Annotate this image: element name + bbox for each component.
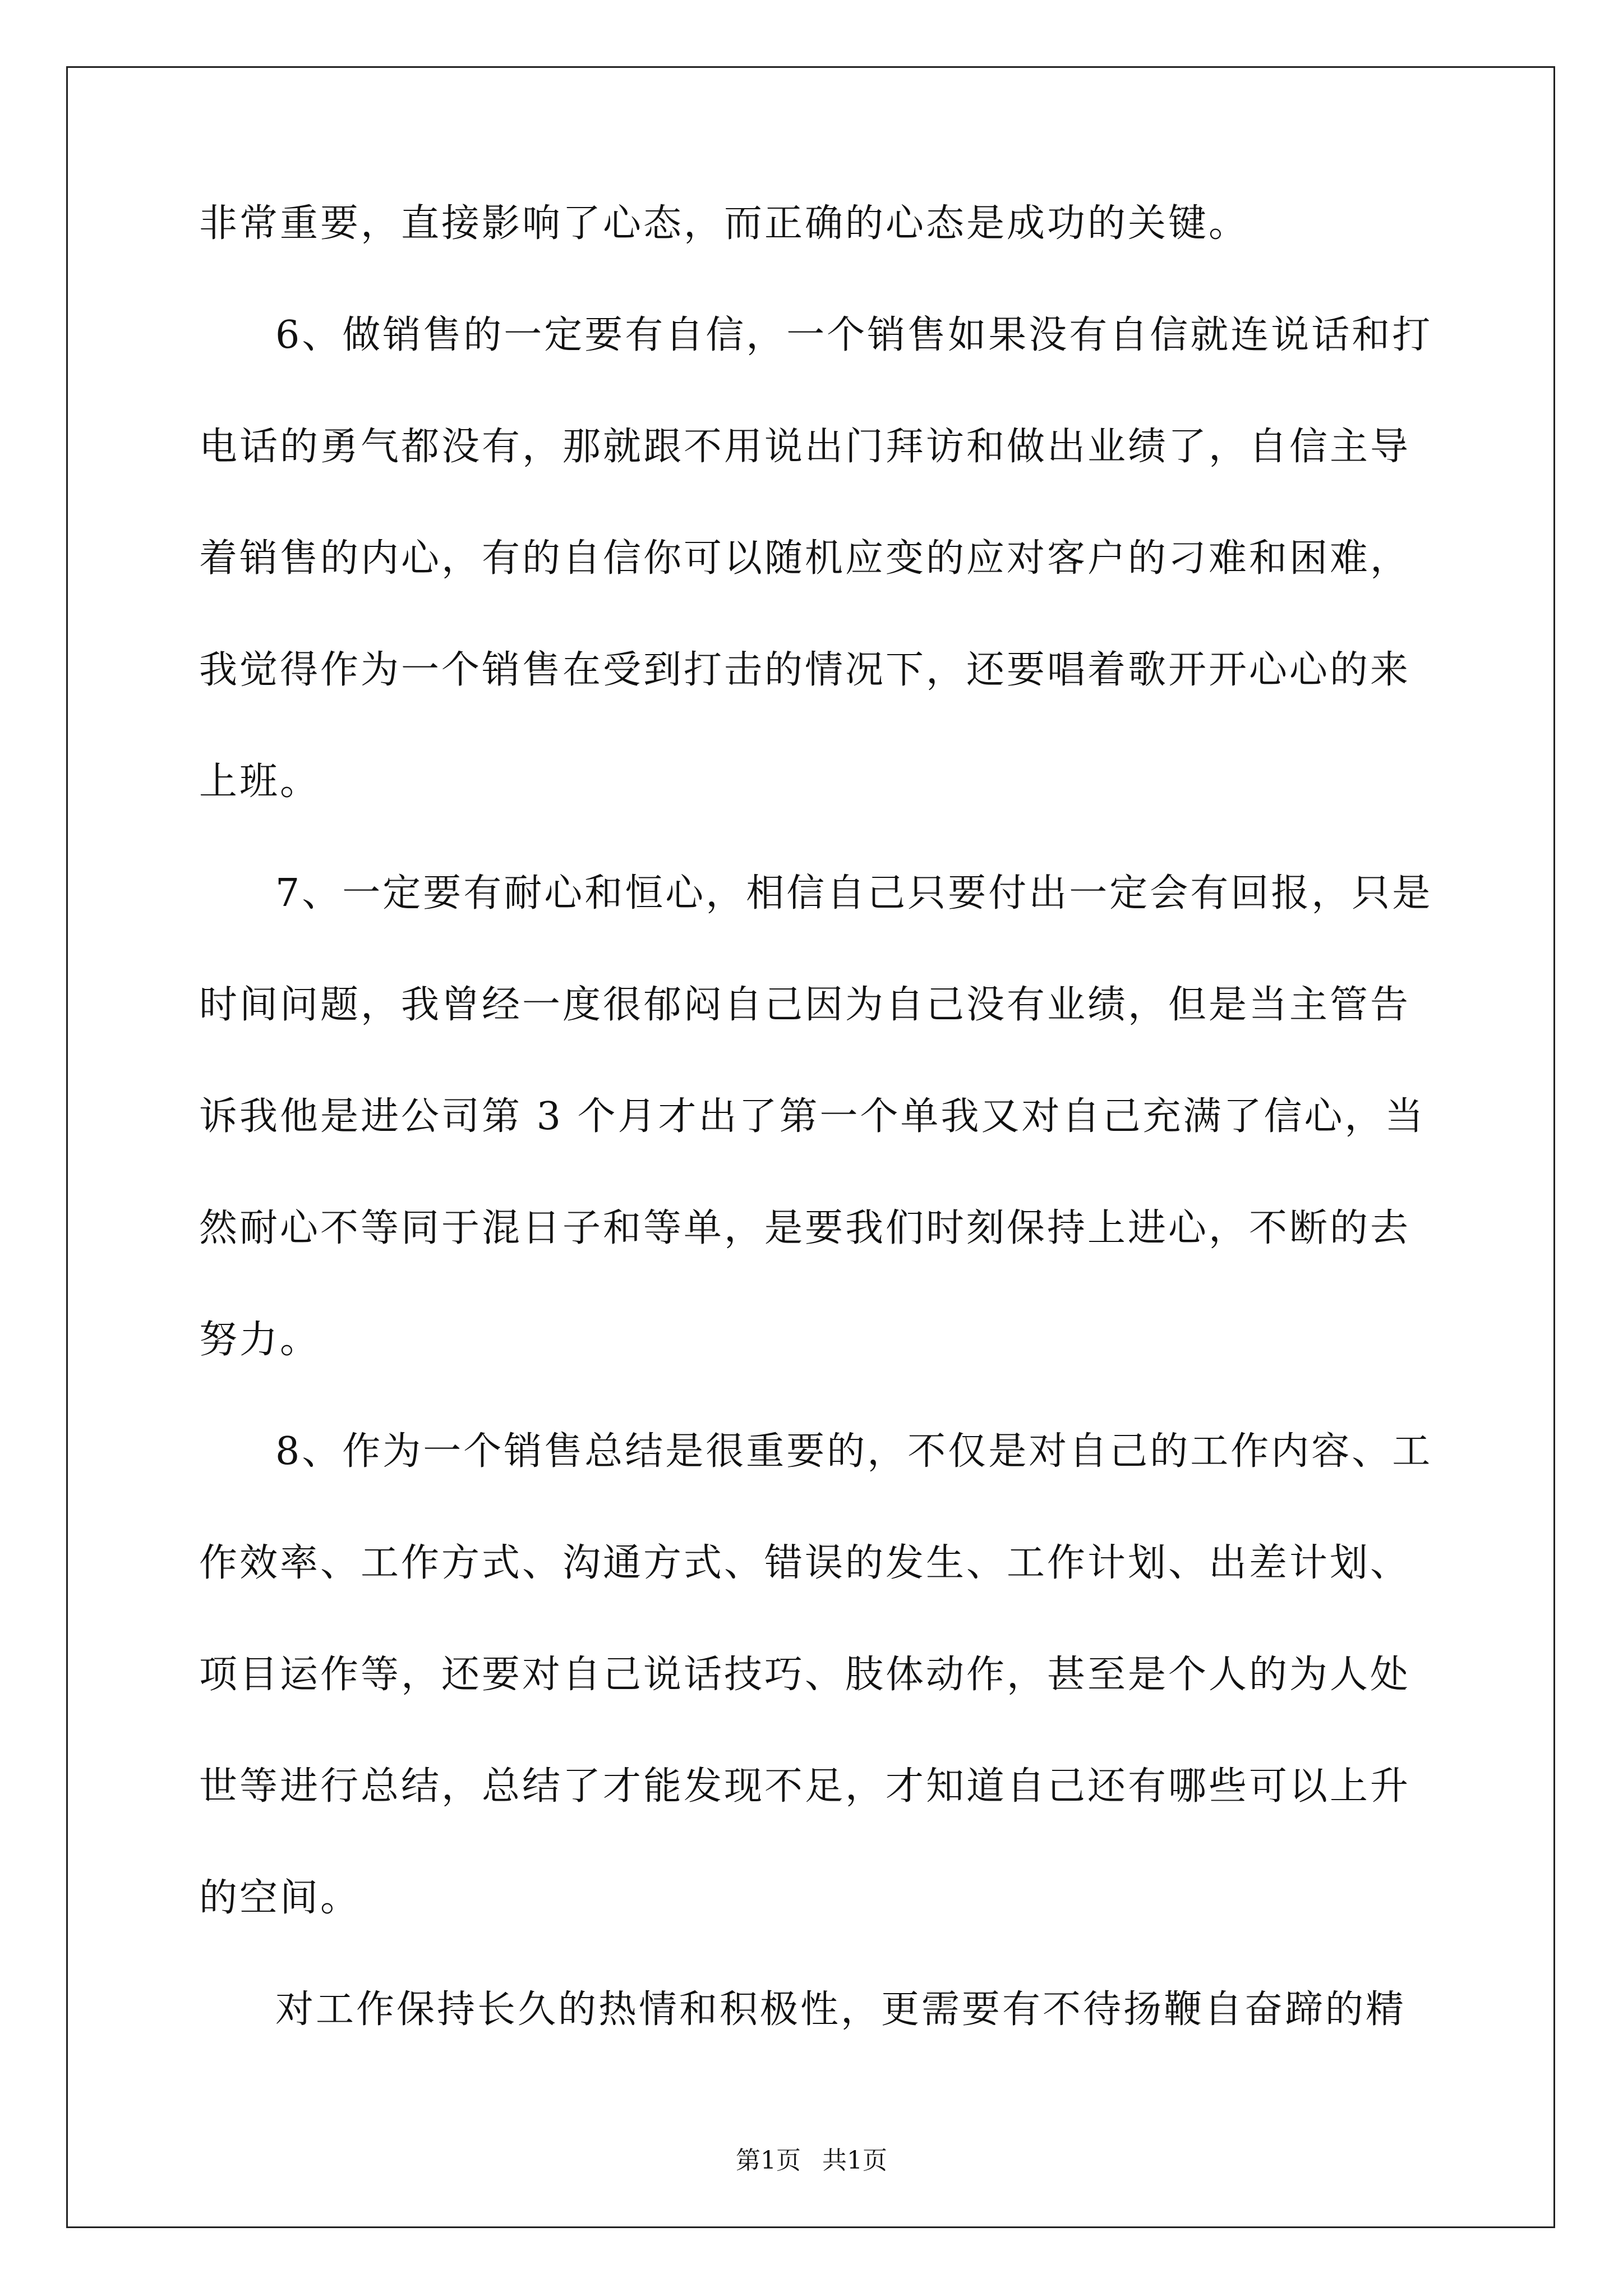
- text-line: 时间问题，我曾经一度很郁闷自己因为自己没有业绩，但是当主管告: [199, 983, 1411, 1027]
- page-number: 第1页: [736, 2146, 801, 2175]
- text-line: 6、做销售的一定要有自信，一个销售如果没有自信就连说话和打: [275, 313, 1433, 357]
- page-footer: [0, 2148, 1623, 2173]
- text-line: 作效率、工作方式、沟通方式、错误的发生、工作计划、出差计划、: [199, 1541, 1411, 1585]
- text-line: 世等进行总结，总结了才能发现不足，才知道自己还有哪些可以上升: [199, 1764, 1411, 1809]
- text-line: 8、作为一个销售总结是很重要的，不仅是对自己的工作内容、工: [275, 1429, 1433, 1474]
- text-line: 的空间。: [199, 1876, 361, 1920]
- text-line: 诉我他是进公司第 3 个月才出了第一个单我又对自己充满了信心，当: [199, 1094, 1426, 1139]
- document-body: [199, 201, 1436, 2102]
- text-line: 着销售的内心，有的自信你可以随机应变的应对客户的刁难和困难，: [199, 536, 1411, 581]
- text-line: 电话的勇气都没有，那就跟不用说出门拜访和做出业绩了，自信主导: [199, 425, 1411, 469]
- text-line: 上班。: [199, 760, 321, 804]
- text-line: 然耐心不等同于混日子和等单，是要我们时刻保持上进心，不断的去: [199, 1206, 1411, 1250]
- text-line: 我觉得作为一个销售在受到打击的情况下，还要唱着歌开开心心的来: [199, 648, 1411, 692]
- text-line: 努力。: [199, 1318, 321, 1362]
- text-line: 项目运作等，还要对自己说话技巧、肢体动作，甚至是个人的为人处: [199, 1653, 1411, 1697]
- text-line: 对工作保持长久的热情和积极性，更需要有不待扬鞭自奋蹄的精: [275, 1987, 1407, 2032]
- text-line: 7、一定要有耐心和恒心，相信自己只要付出一定会有回报，只是: [275, 871, 1433, 915]
- text-line: 非常重要，直接影响了心态，而正确的心态是成功的关键。: [199, 201, 1249, 246]
- page-total: 共1页: [822, 2146, 887, 2175]
